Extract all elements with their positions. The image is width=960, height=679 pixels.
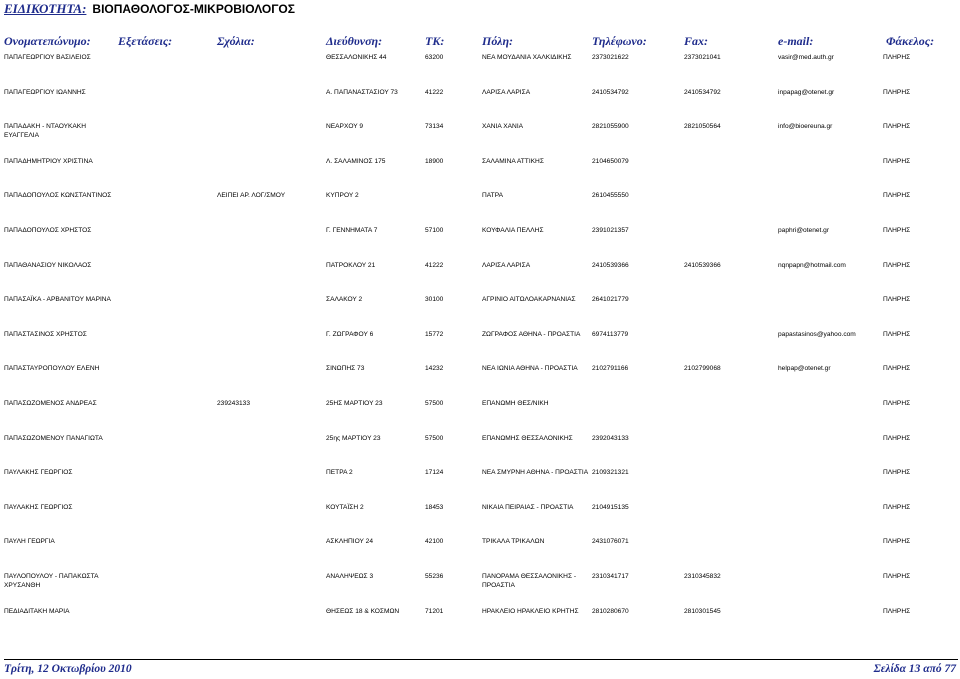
column-header-comments: Σχόλια: — [217, 34, 255, 48]
column-header-fax: Fax: — [684, 34, 708, 48]
cell-name: ΠΑΥΛΑΚΗΣ ΓΕΩΡΓΙΟΣ — [4, 503, 73, 511]
cell-phone: 2410534792 — [592, 88, 629, 96]
cell-phone: 2109321321 — [592, 469, 629, 477]
cell-name: ΧΡΥΣΑΝΘΗ — [4, 582, 41, 589]
cell-name: ΠΑΠΑΔΗΜΗΤΡΙΟΥ ΧΡΙΣΤΙΝΑ — [4, 157, 93, 165]
column-header-tk: ΤΚ: — [425, 34, 445, 48]
cell-city: ΤΡΙΚΑΛΑ ΤΡΙΚΑΛΩΝ — [482, 538, 545, 546]
cell-name: ΠΑΠΑΔΟΠΟΥΛΟΣ ΚΩΝΣΤΑΝΤΙΝΟΣ — [4, 192, 112, 200]
cell-name: ΠΑΥΛΟΠΟΥΛΟΥ - ΠΑΠΑΚΩΣΤΑ — [4, 573, 99, 580]
cell-email: papastasinos@yahoo.com — [778, 330, 856, 338]
cell-comments: ΛΕΙΠΕΙ ΑΡ. ΛΟΓ/ΣΜΟΥ — [217, 192, 286, 200]
cell-address: 25ΗΣ ΜΑΡΤΙΟΥ 23 — [326, 400, 383, 407]
cell-folder: ΠΛΗΡΗΣ — [883, 365, 911, 373]
cell-fax: 2373021041 — [684, 54, 721, 61]
cell-tk: 17124 — [425, 469, 444, 477]
cell-city: ΠΑΝΟΡΑΜΑ ΘΕΣΣΑΛΟΝΙΚΗΣ - — [482, 573, 577, 580]
column-header-exams: Εξετάσεις: — [118, 34, 173, 48]
cell-city: ΖΩΓΡΑΦΟΣ ΑΘΗΝΑ - ΠΡΟΑΣΤΙΑ — [482, 330, 581, 338]
cell-email: helpap@otenet.gr — [778, 365, 831, 373]
cell-city: ΛΑΡΙΣΑ ΛΑΡΙΣΑ — [482, 88, 531, 96]
cell-address: ΣΙΝΩΠΗΣ 73 — [326, 365, 365, 373]
cell-address: Γ. ΓΕΝΝΗΜΑΤΑ 7 — [326, 227, 378, 234]
cell-name: ΠΑΠΑΔΟΠΟΥΛΟΣ ΧΡΗΣΤΟΣ — [4, 227, 92, 234]
cell-email: vasir@med.auth.gr — [778, 54, 834, 61]
column-header-phone: Τηλέφωνο: — [592, 34, 647, 48]
cell-folder: ΠΛΗΡΗΣ — [883, 123, 911, 131]
cell-phone: 2641021779 — [592, 296, 629, 304]
cell-name: ΠΑΥΛΗ ΓΕΩΡΓΙΑ — [4, 538, 55, 546]
cell-address: ΠΕΤΡΑ 2 — [326, 469, 353, 477]
specialty-value: ΒΙΟΠΑΘΟΛΟΓΟΣ-ΜΙΚΡΟΒΙΟΛΟΓΟΣ — [92, 2, 295, 16]
cell-address: ΚΟΥΤΑΪΣΗ 2 — [326, 503, 364, 511]
cell-address: ΝΕΑΡΧΟΥ 9 — [326, 123, 364, 131]
cell-name: ΕΥΑΓΓΕΛΙΑ — [4, 132, 39, 140]
cell-email: info@bioereuna.gr — [778, 123, 833, 131]
cell-name: ΠΑΠΑΔΑΚΗ - ΝΤΑΟΥΚΑΚΗ — [4, 123, 86, 131]
cell-folder: ΠΛΗΡΗΣ — [883, 192, 911, 200]
cell-name: ΠΑΠΑΣΤΑΥΡΟΠΟΥΛΟΥ ΕΛΕΝΗ — [4, 365, 100, 373]
cell-fax: 2310345832 — [684, 573, 721, 580]
cell-address: Γ. ΖΩΓΡΑΦΟΥ 6 — [326, 330, 374, 338]
cell-address: Α. ΠΑΠΑΝΑΣΤΑΣΙΟΥ 73 — [326, 88, 398, 96]
cell-tk: 41222 — [425, 261, 444, 269]
cell-tk: 30100 — [425, 296, 444, 304]
cell-address: ΠΑΤΡΟΚΛΟΥ 21 — [326, 261, 376, 269]
footer-page-number: Σελίδα 13 από 77 — [873, 663, 956, 675]
cell-address: ΑΝΑΛΗΨΕΩΣ 3 — [326, 573, 374, 580]
cell-exams: 239243133 — [217, 400, 251, 407]
cell-name: ΠΑΠΑΓΕΩΡΓΙΟΥ ΒΑΣΙΛΕΙΟΣ — [4, 54, 91, 61]
column-header-address: Διεύθυνση: — [326, 34, 383, 48]
cell-tk: 57500 — [425, 400, 444, 407]
cell-folder: ΠΛΗΡΗΣ — [883, 54, 911, 61]
cell-address: ΘΗΣΕΩΣ 18 & ΚΟΣΜΩΝ — [326, 607, 400, 615]
cell-fax: 2410534792 — [684, 88, 721, 96]
cell-fax: 2810301545 — [684, 607, 721, 615]
cell-city: ΝΕΑ ΣΜΥΡΝΗ ΑΘΗΝΑ - ΠΡΟΑΣΤΙΑ — [482, 469, 589, 477]
cell-name: ΠΑΠΑΓΕΩΡΓΙΟΥ ΙΩΑΝΝΗΣ — [4, 88, 86, 96]
footer-date: Τρίτη, 12 Οκτωβρίου 2010 — [4, 663, 132, 675]
cell-city: ΚΟΥΦΑΛΙΑ ΠΕΛΛΗΣ — [482, 227, 544, 234]
cell-name: ΠΑΠΑΣΩΖΟΜΕΝΟΣ ΑΝΔΡΕΑΣ — [4, 400, 97, 407]
cell-city: ΕΠΑΝΩΜΗΣ ΘΕΣΣΑΛΟΝΙΚΗΣ — [482, 434, 573, 442]
cell-fax: 2821050564 — [684, 123, 721, 131]
cell-name: ΠΑΠΑΣΤΑΣΙΝΟΣ ΧΡΗΣΤΟΣ — [4, 330, 87, 338]
cell-address: ΚΥΠΡΟΥ 2 — [326, 192, 359, 200]
cell-address: Λ. ΣΑΛΑΜΙΝΟΣ 175 — [326, 157, 386, 165]
column-header-email: e-mail: — [778, 34, 814, 48]
cell-folder: ΠΛΗΡΗΣ — [883, 503, 911, 511]
cell-city: ΝΕΑ ΜΟΥΔΑΝΙΑ ΧΑΛΚΙΔΙΚΗΣ — [482, 54, 572, 61]
cell-folder: ΠΛΗΡΗΣ — [883, 538, 911, 546]
cell-phone: 2310341717 — [592, 573, 629, 580]
cell-phone: 2373021622 — [592, 54, 629, 61]
cell-folder: ΠΛΗΡΗΣ — [883, 227, 911, 234]
cell-city: ΠΡΟΑΣΤΙΑ — [482, 582, 515, 589]
cell-tk: 63200 — [425, 54, 444, 61]
cell-city: ΣΑΛΑΜΙΝΑ ΑΤΤΙΚΗΣ — [482, 157, 544, 165]
cell-email: nqnpapn@hotmail.com — [778, 261, 846, 269]
cell-phone: 2102791166 — [592, 365, 629, 373]
cell-folder: ΠΛΗΡΗΣ — [883, 157, 911, 165]
cell-folder: ΠΛΗΡΗΣ — [883, 330, 911, 338]
cell-city: ΑΓΡΙΝΙΟ ΑΙΤΩΛΟΑΚΑΡΝΑΝΙΑΣ — [482, 296, 576, 304]
cell-email: inpapag@otenet.gr — [778, 88, 835, 96]
page-header — [4, 0, 295, 16]
cell-fax: 2410539366 — [684, 261, 721, 269]
cell-folder: ΠΛΗΡΗΣ — [883, 607, 911, 615]
cell-folder: ΠΛΗΡΗΣ — [883, 573, 911, 580]
cell-phone: 2610455550 — [592, 192, 629, 200]
cell-city: ΗΡΑΚΛΕΙΟ ΗΡΑΚΛΕΙΟ ΚΡΗΤΗΣ — [482, 607, 579, 615]
cell-address: ΘΕΣΣΑΛΟΝΙΚΗΣ 44 — [326, 54, 387, 61]
cell-city: ΝΕΑ ΙΩΝΙΑ ΑΘΗΝΑ - ΠΡΟΑΣΤΙΑ — [482, 365, 578, 373]
cell-phone: 2821055900 — [592, 123, 629, 131]
cell-phone: 2104915135 — [592, 503, 629, 511]
cell-tk: 41222 — [425, 88, 444, 96]
cell-phone: 2810280670 — [592, 607, 629, 615]
cell-tk: 42100 — [425, 538, 444, 546]
cell-tk: 18453 — [425, 503, 444, 511]
cell-city: ΕΠΑΝΩΜΗ ΘΕΣ/ΝΙΚΗ — [482, 400, 549, 407]
cell-email: paphri@otenet.gr — [778, 227, 830, 234]
cell-tk: 57500 — [425, 434, 444, 442]
cell-tk: 18900 — [425, 157, 444, 165]
cell-tk: 71201 — [425, 607, 444, 615]
cell-folder: ΠΛΗΡΗΣ — [883, 400, 911, 407]
cell-phone: 2391021357 — [592, 227, 629, 234]
cell-name: ΠΕΔΙΑΔΙΤΑΚΗ ΜΑΡΙΑ — [4, 607, 70, 615]
cell-folder: ΠΛΗΡΗΣ — [883, 469, 911, 477]
cell-phone: 6974113779 — [592, 330, 629, 338]
cell-folder: ΠΛΗΡΗΣ — [883, 434, 911, 442]
cell-city: ΧΑΝΙΑ ΧΑΝΙΑ — [482, 123, 524, 131]
cell-city: ΛΑΡΙΣΑ ΛΑΡΙΣΑ — [482, 261, 531, 269]
cell-city: ΝΙΚΑΙΑ ΠΕΙΡΑΙΑΣ - ΠΡΟΑΣΤΙΑ — [482, 503, 574, 511]
cell-address: ΑΣΚΛΗΠΙΟΥ 24 — [326, 538, 373, 546]
cell-tk: 14232 — [425, 365, 444, 373]
cell-address: ΣΑΛΑΚΟΥ 2 — [326, 296, 363, 304]
cell-tk: 15772 — [425, 330, 444, 338]
cell-tk: 55236 — [425, 573, 444, 580]
column-header-folder: Φάκελος: — [886, 34, 935, 48]
cell-name: ΠΑΠΑΣΩΖΟΜΕΝΟΥ ΠΑΝΑΓΙΩΤΑ — [4, 434, 103, 442]
cell-phone: 2104650079 — [592, 157, 629, 165]
cell-folder: ΠΛΗΡΗΣ — [883, 88, 911, 96]
cell-name: ΠΑΥΛΑΚΗΣ ΓΕΩΡΓΙΟΣ — [4, 469, 73, 477]
column-header-name: Ονοματεπώνυμο: — [4, 34, 91, 48]
cell-folder: ΠΛΗΡΗΣ — [883, 296, 911, 304]
cell-name: ΠΑΠΑΘΑΝΑΣΙΟΥ ΝΙΚΟΛΑΟΣ — [4, 261, 92, 269]
cell-phone: 2410539366 — [592, 261, 629, 269]
specialty-label: ΕΙΔΙΚΟΤΗΤΑ: — [4, 1, 87, 16]
cell-address: 25ης ΜΑΡΤΙΟΥ 23 — [326, 434, 381, 442]
cell-folder: ΠΛΗΡΗΣ — [883, 261, 911, 269]
cell-phone: 2431076071 — [592, 538, 629, 546]
cell-city: ΠΑΤΡΑ — [482, 192, 504, 200]
footer-divider — [4, 659, 958, 660]
cell-tk: 73134 — [425, 123, 444, 131]
cell-fax: 2102799068 — [684, 365, 721, 373]
cell-tk: 57100 — [425, 227, 444, 234]
cell-phone: 2392043133 — [592, 434, 629, 442]
column-header-city: Πόλη: — [482, 34, 514, 48]
cell-name: ΠΑΠΑΣΑΪΚΑ - ΑΡΒΑΝΙΤΟΥ ΜΑΡΙΝΑ — [4, 296, 111, 304]
